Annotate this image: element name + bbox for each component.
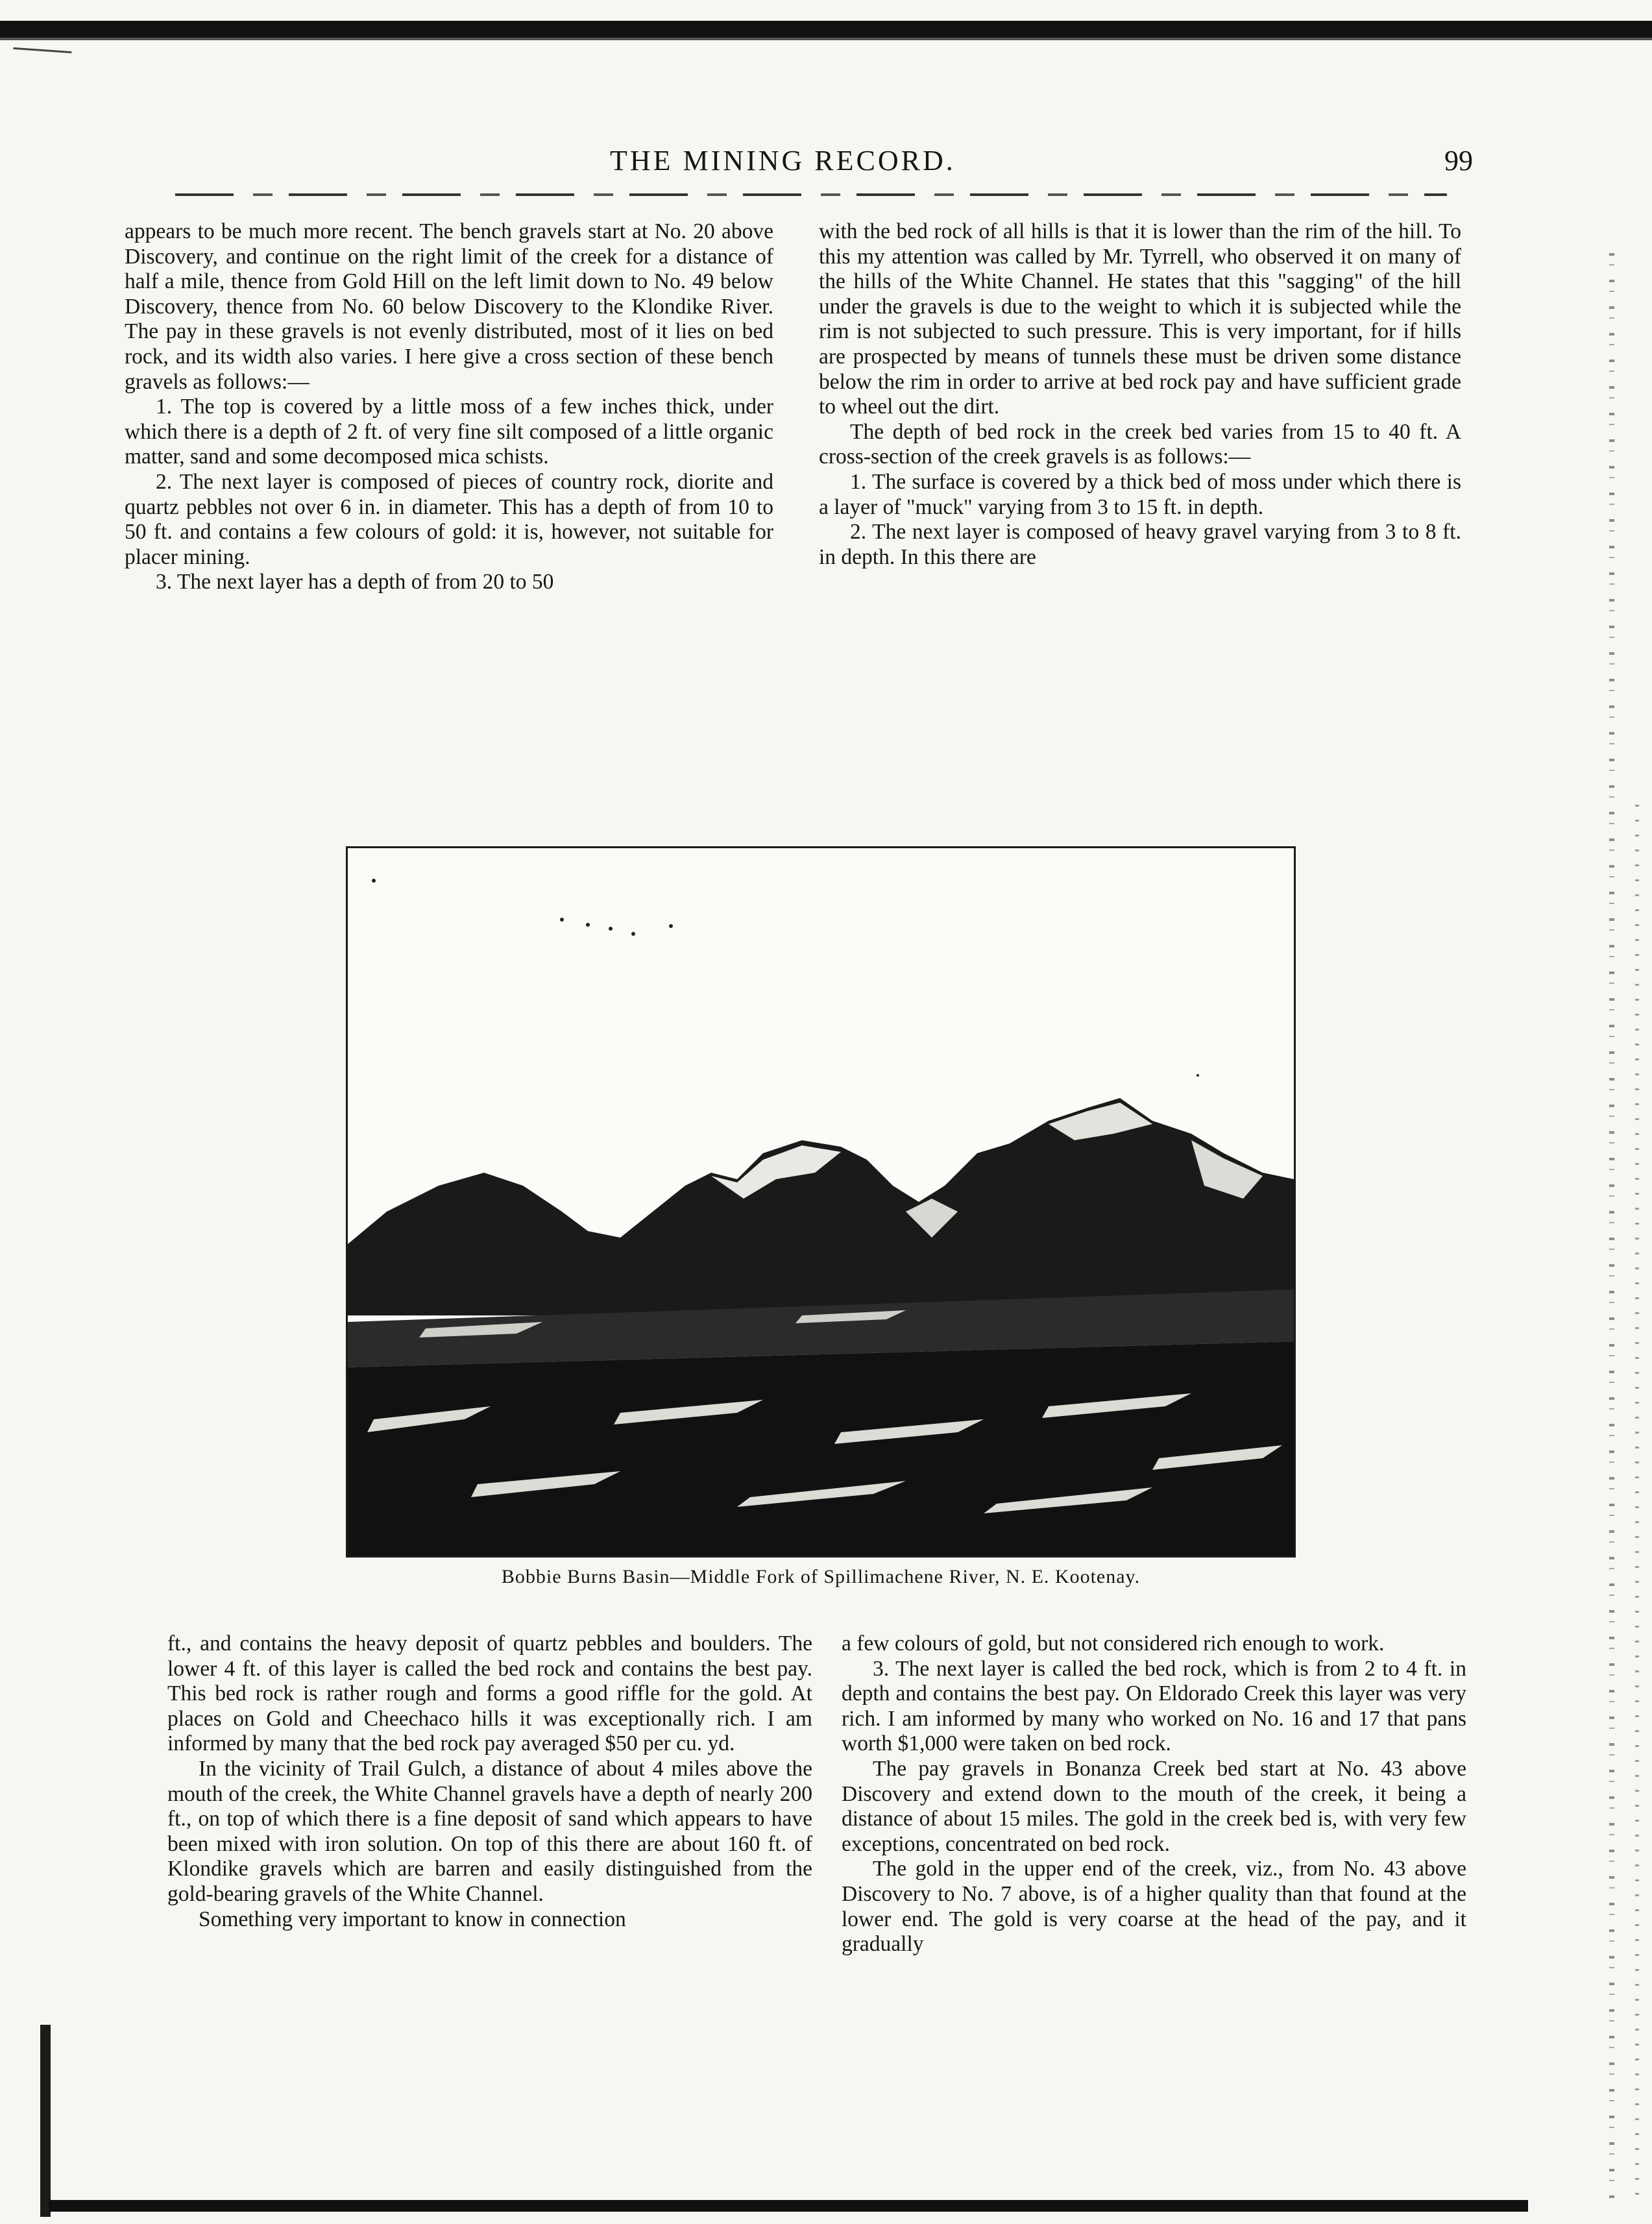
- mountain-photograph: [346, 846, 1296, 1558]
- paragraph: appears to be much more recent. The bench gravels start at No. 20 above Discovery, and continue on the right limit of the creek for a distance of half a mile, thence from Gold Hill on the left limit down to No. 49 below Discovery, thence from No. 60 below Discovery to the Klondike River. The pay in these gravels is not evenly distributed, most of it lies on bed rock, and its width also varies. I here give a cross section of these bench gravels as follows:—: [125, 219, 773, 394]
- top-border-bar: [0, 21, 1652, 38]
- scan-edge-noise-outer: [1635, 805, 1639, 2200]
- list-item: 1. The top is covered by a little moss of a few inches thick, under which there is a depth of 2 ft. of very fine silt composed of a little organic matter, sand and some decomposed mica schists.: [125, 395, 773, 469]
- paragraph: The depth of bed rock in the creek bed varies from 15 to 40 ft. A cross-section of the creek gravels is as follows:—: [819, 419, 1461, 469]
- paragraph: Something very important to know in connection: [199, 1907, 626, 1931]
- list-item: 2. The next layer is composed of pieces of country rock, diorite and quartz pebbles not over 6 in. in diameter. This has a depth of from 10 to 50 ft. and contains a few colours of gold: it is, however, not suitable for placer mining.: [125, 469, 773, 569]
- paragraph: a few colours of gold, but not considered rich enough to work.: [842, 1631, 1385, 1656]
- column-bottom-right: [842, 1631, 1466, 1957]
- scan-edge-bar: [40, 2025, 51, 2217]
- paragraph: ft., and contains the heavy deposit of quartz pebbles and boulders. The lower 4 ft. of this layer is called the bed rock and contains the best pay. This bed rock is rather rough and forms a good riffle for the gold. At places on Gold and Cheechaco hills it was exceptionally rich. I am informed by many that the bed rock pay averaged $50 per cu. yd.: [167, 1631, 812, 1756]
- paragraph: In the vicinity of Trail Gulch, a distance of about 4 miles above the mouth of the creek, the White Channel gravels have a depth of nearly 200 ft., on top of which there is a fine deposit of sand which appears to have been mixed with iron solution. On top of this there are about 160 ft. of Klondike gravels which are barren and easily distinguished from the gold-bearing gravels of the White Channel.: [167, 1756, 812, 1906]
- figure-caption: Bobbie Burns Basin—Middle Fork of Spillimachene River, N. E. Kootenay.: [501, 1566, 1141, 1587]
- header-rule: [175, 193, 1447, 196]
- list-item: 2. The next layer is composed of heavy gravel varying from 3 to 8 ft. in depth. In this there are: [819, 520, 1461, 569]
- list-item: 1. The surface is covered by a thick bed of moss under which there is a layer of "muck" varying from 3 to 15 ft. in depth.: [819, 469, 1461, 519]
- paragraph: The gold in the upper end of the creek, viz., from No. 43 above Discovery to No. 7 above, is of a higher quality than that found at the lower end. The gold is very coarse at the head of the pay, and it gradually: [842, 1857, 1466, 1957]
- paragraph: The pay gravels in Bonanza Creek bed start at No. 43 above Discovery and extend down to the mouth of the creek, it being a distance of about 15 miles. The gold in the creek bed is, with very few exceptions, concentrated on bed rock.: [842, 1756, 1466, 1856]
- mountain-landscape-image: [348, 848, 1294, 1556]
- column-top-right: [819, 219, 1461, 570]
- scan-edge-noise: [1609, 253, 1614, 2206]
- list-item: 3. The next layer has a depth of from 20 to 50: [156, 570, 554, 594]
- page-number: 99: [1444, 145, 1473, 177]
- top-border-shadow: [0, 38, 1652, 40]
- paragraph: with the bed rock of all hills is that it is lower than the rim of the hill. To this my attention was called by Mr. Tyrrell, who observed it on many of the hills of the White Channel. He states that this "sagging" of the hill under the gravels is due to the weight to which it is subjected while the rim is not subjected to such pressure. This is very important, for if hills are prospected by means of tunnels these must be driven some distance below the rim in order to arrive at bed rock pay and have sufficient grade to wheel out the dirt.: [819, 219, 1461, 419]
- list-item: 3. The next layer is called the bed rock, which is from 2 to 4 ft. in depth and contains the best pay. On Eldorado Creek this layer was very rich. I am informed by many who worked on No. 16 and 17 that pans worth $1,000 were taken on bed rock.: [842, 1656, 1466, 1756]
- page-header: [149, 144, 1473, 183]
- column-bottom-left: [167, 1631, 812, 1932]
- scan-mark: [13, 47, 72, 60]
- bottom-border-bar: [49, 2200, 1528, 2212]
- running-title: THE MINING RECORD.: [610, 145, 956, 177]
- column-top-left: [125, 219, 773, 595]
